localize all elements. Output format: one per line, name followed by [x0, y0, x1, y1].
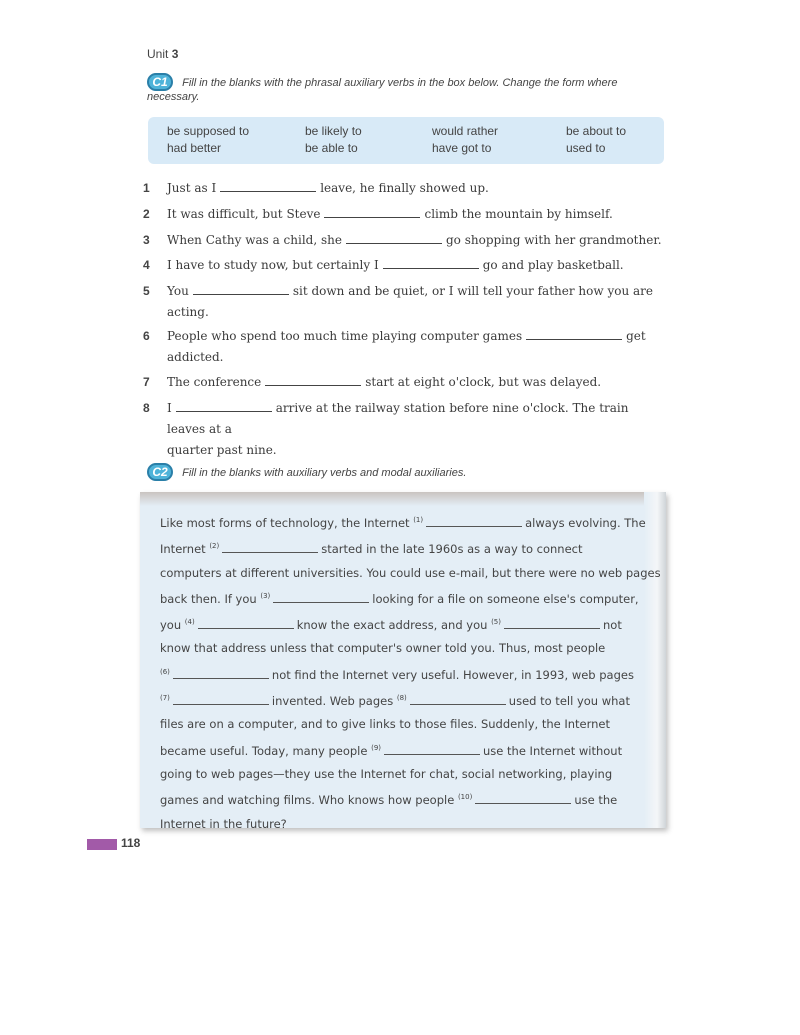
answer-blank[interactable] [198, 616, 294, 629]
item-number: 2 [143, 207, 150, 221]
word-box-item: be able to [305, 141, 358, 155]
passage-line: files are on a computer, and to give links to those files. Suddenly, the Internet [160, 717, 611, 732]
passage-line: know that address unless that computer's owner told you. Thus, most people [160, 641, 606, 656]
passage-line: Like most forms of technology, the Internet $^{(1)}$ always evolving. The [160, 516, 646, 530]
page-curl [644, 492, 666, 828]
c1-instruction-cont: necessary. [147, 91, 200, 103]
word-box-item: be likely to [305, 124, 362, 138]
word-box-item: had better [167, 141, 222, 155]
passage-line: back then. If you $^{(3)}$ looking for a file on someone else's computer, [160, 591, 639, 606]
passage-line: became useful. Today, many people $^{(9)}$ use the Internet without [160, 743, 623, 758]
c2-passage-panel [140, 492, 666, 831]
item-number: 3 [143, 233, 150, 247]
passage-line: going to web pages—they use the Internet for chat, social networking, playing [160, 766, 613, 781]
answer-blank[interactable] [265, 373, 361, 386]
c1-header [147, 71, 667, 103]
c2-instruction: Fill in the blanks with auxiliary verbs and modal auxiliaries. [182, 467, 467, 479]
c2-passage [160, 509, 661, 836]
passage-line: $^{(7)}$ invented. Web pages $^{(8)}$ used to tell you what [160, 694, 630, 709]
item-number: 5 [143, 284, 150, 298]
answer-blank[interactable] [504, 616, 600, 629]
item-number: 1 [143, 181, 150, 195]
c2-badge: C2 [147, 463, 173, 481]
answer-blank[interactable] [173, 692, 269, 705]
answer-blank[interactable] [273, 590, 369, 603]
answer-blank[interactable] [324, 205, 420, 218]
passage-line: you $^{(4)}$ know the exact address, and you $^{(5)}$ not [160, 618, 622, 633]
item-number: 6 [143, 329, 150, 343]
answer-blank[interactable] [222, 540, 318, 553]
passage-line: games and watching films. Who knows how people $^{(10)}$ use the [160, 793, 618, 808]
answer-blank[interactable] [220, 179, 316, 192]
answer-blank[interactable] [173, 666, 269, 679]
passage-line: $^{(6)}$ not find the Internet very useful. However, in 1993, web pages [160, 667, 634, 682]
answer-blank[interactable] [426, 514, 522, 527]
footer-accent-bar [87, 839, 117, 850]
word-box-item: used to [566, 141, 606, 155]
answer-blank[interactable] [384, 742, 480, 755]
c1-instruction: Fill in the blanks with the phrasal auxiliary verbs in the box below. Change the form where [182, 77, 618, 89]
answer-blank[interactable] [475, 791, 571, 804]
word-box-item: have got to [432, 141, 492, 155]
item-number: 4 [143, 258, 150, 272]
answer-blank[interactable] [383, 256, 479, 269]
answer-blank[interactable] [176, 399, 272, 412]
answer-blank[interactable] [410, 692, 506, 705]
word-box-item: be supposed to [167, 124, 250, 138]
passage-line: Internet in the future? [160, 816, 287, 831]
answer-blank[interactable] [346, 231, 442, 244]
answer-blank[interactable] [526, 327, 622, 340]
answer-blank[interactable] [193, 282, 289, 295]
item-number: 8 [143, 401, 150, 415]
item-number: 7 [143, 375, 150, 389]
passage-line: Internet $^{(2)}$ started in the late 1960s as a way to connect [160, 542, 583, 557]
page-number: 118 [121, 836, 141, 850]
word-box-item: be about to [566, 124, 627, 138]
word-box [148, 117, 664, 164]
word-box-item: would rather [432, 124, 499, 138]
unit-label: Unit 3 [147, 47, 179, 61]
c2-header [147, 461, 466, 481]
c1-badge: C1 [147, 73, 173, 91]
passage-line: computers at different universities. You could use e-mail, but there were no web pages [160, 565, 661, 580]
